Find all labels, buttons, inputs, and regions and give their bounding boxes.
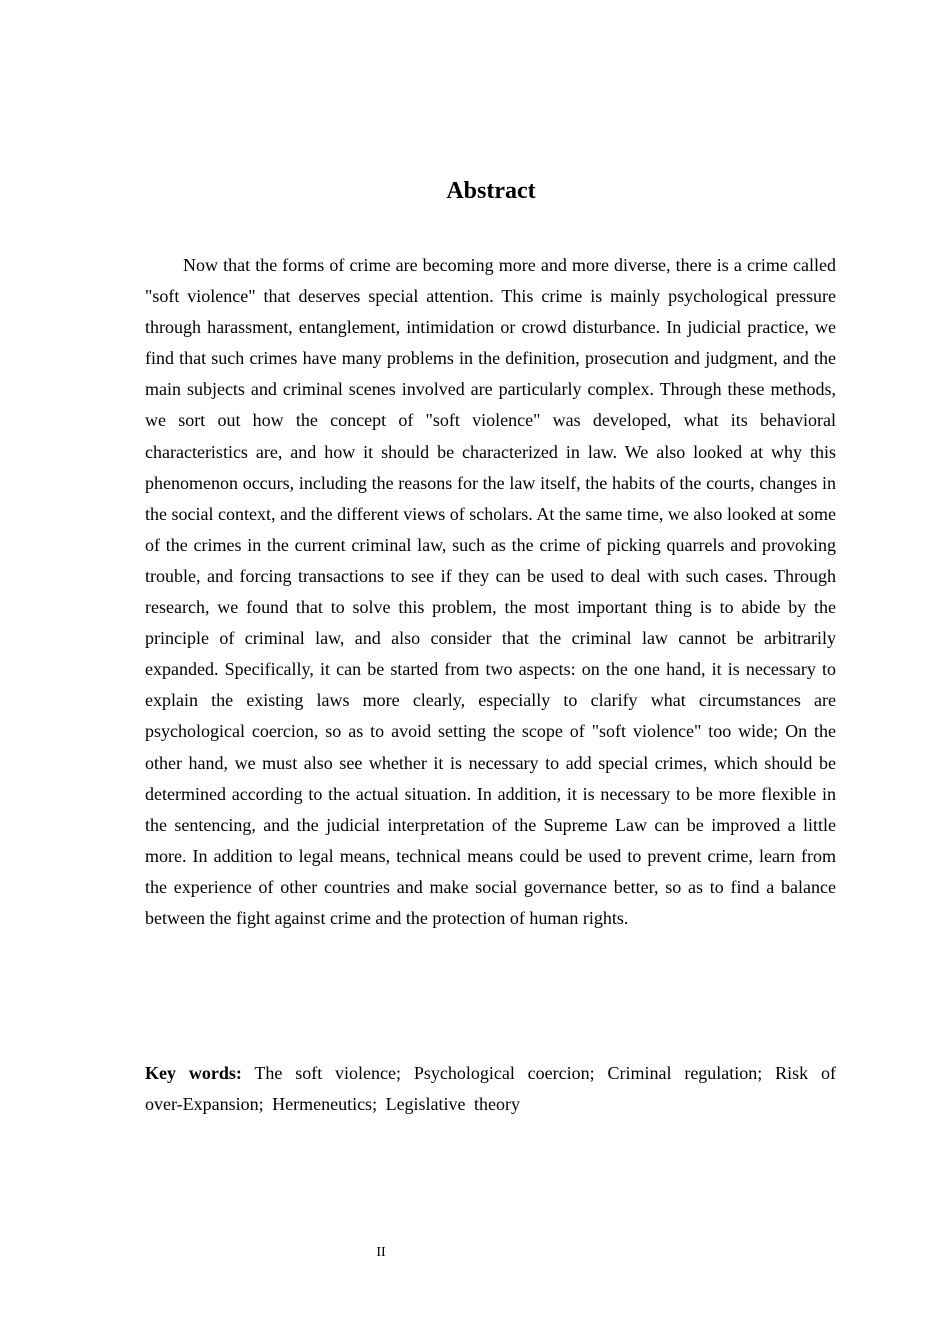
abstract-paragraph: Now that the forms of crime are becoming more and more diverse, there is a crime called "soft violence" that deserves special attention. This crime is mainly psychological pressure through harassment, entanglement, intimidation or crowd disturbance. In judicial practice, we find that such crimes have many problems in the definition, prosecution and judgment, and the main subjects and criminal scenes involved are particularly complex. Through these methods, we sort out how the concept of "soft violence" was developed, what its behavioral characteristics are, and how it should be characterized in law. We also looked at why this phenomenon occurs, including the reasons for the law itself, the habits of the courts, changes in the social context, and the different views of scholars. At the same time, we also looked at some of the crimes in the current criminal law, such as the crime of picking quarrels and provoking trouble, and forcing transactions to see if they can be used to deal with such cases. Through research, we found that to solve this problem, the most important thing is to abide by the principle of criminal law, and also consider that the criminal law cannot be arbitrarily expanded. Specifically, it can be started from two aspects: on the one hand, it is necessary to explain the existing laws more clearly, especially to clarify what circumstances are psychological coercion, so as to avoid setting the scope of "soft violence" too wide; On the other hand, we must also see whether it is necessary to add special crimes, which should be determined according to the actual situation. In addition, it is necessary to be more flexible in the sentencing, and the judicial interpretation of the Supreme Law can be improved a little more. In addition to legal means, technical means could be used to prevent crime, learn from the experience of other countries and make social governance better, so as to find a balance between the fight against crime and the protection of human rights. <box>145 255 836 928</box>
keywords-label: Key words: <box>145 1063 242 1083</box>
keywords-text: The soft violence; Psychological coercion; Criminal regulation; Risk of over-Expansion; Hermeneutics; Legislative theory <box>145 1063 836 1115</box>
keywords-paragraph <box>145 1058 836 1120</box>
page-title: Abstract <box>446 178 536 204</box>
page-number: II <box>376 1245 386 1260</box>
